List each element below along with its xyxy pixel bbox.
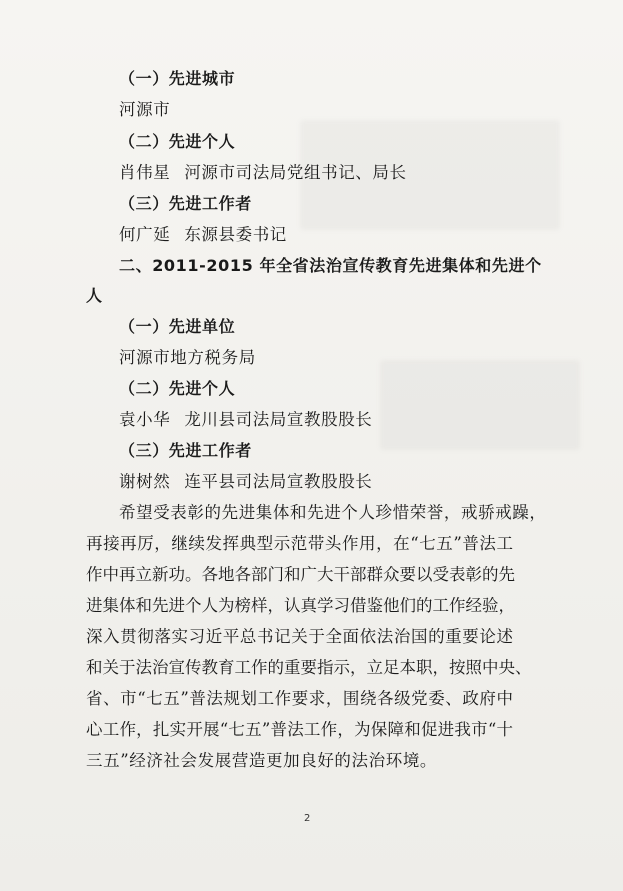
person-name: 袁小华 bbox=[119, 410, 171, 429]
person-title: 龙川县司法局宣教股股长 bbox=[184, 410, 373, 429]
section2-item2-person bbox=[119, 410, 372, 430]
paragraph-line: 三五”经济社会发展营造更加良好的法治环境。 bbox=[86, 751, 438, 770]
section2-heading: 二、2011-2015 年全省法治宣传教育先进集体和先进个 bbox=[119, 256, 542, 275]
paragraph-line: 心工作，扎实开展“七五”普法工作，为保障和促进我市“十 bbox=[86, 720, 513, 739]
paragraph-line: 再接再厉，继续发挥典型示范带头作用，在“七五”普法工 bbox=[86, 534, 513, 553]
section2-item2-heading: （二）先进个人 bbox=[119, 379, 236, 398]
person-title: 河源市司法局党组书记、局长 bbox=[184, 163, 407, 182]
section1-item2-heading: （二）先进个人 bbox=[119, 132, 236, 151]
section1-item3-person bbox=[119, 225, 287, 245]
section2-item3-heading: （三）先进工作者 bbox=[119, 441, 252, 460]
scan-shadow bbox=[380, 360, 580, 450]
person-name: 谢树然 bbox=[119, 472, 171, 491]
section1-item1-body: 河源市 bbox=[119, 100, 171, 119]
person-title: 东源县委书记 bbox=[184, 225, 287, 244]
paragraph-line: 省、市“七五”普法规划工作要求，围绕各级党委、政府中 bbox=[86, 689, 513, 708]
person-name: 肖伟星 bbox=[119, 163, 171, 182]
section1-item2-person bbox=[119, 163, 407, 183]
paragraph-line: 希望受表彰的先进集体和先进个人珍惜荣誉，戒骄戒躁， bbox=[119, 503, 547, 522]
section2-item1-body: 河源市地方税务局 bbox=[119, 348, 256, 367]
section2-item3-person bbox=[119, 472, 372, 492]
section1-item1-heading: （一）先进城市 bbox=[119, 69, 236, 88]
person-name: 何广延 bbox=[119, 225, 171, 244]
page-number: 2 bbox=[304, 813, 311, 824]
paragraph-line: 作中再立新功。各地各部门和广大干部群众要以受表彰的先 bbox=[86, 565, 515, 584]
section2-heading-cont: 人 bbox=[86, 286, 103, 305]
person-title: 连平县司法局宣教股股长 bbox=[184, 472, 373, 491]
paragraph-line: 和关于法治宣传教育工作的重要指示，立足本职，按照中央、 bbox=[86, 658, 532, 677]
paragraph-line: 进集体和先进个人为榜样，认真学习借鉴他们的工作经验， bbox=[86, 596, 515, 615]
paragraph-line: 深入贯彻落实习近平总书记关于全面依法治国的重要论述 bbox=[86, 627, 513, 646]
section1-item3-heading: （三）先进工作者 bbox=[119, 194, 252, 213]
section2-item1-heading: （一）先进单位 bbox=[119, 317, 236, 336]
